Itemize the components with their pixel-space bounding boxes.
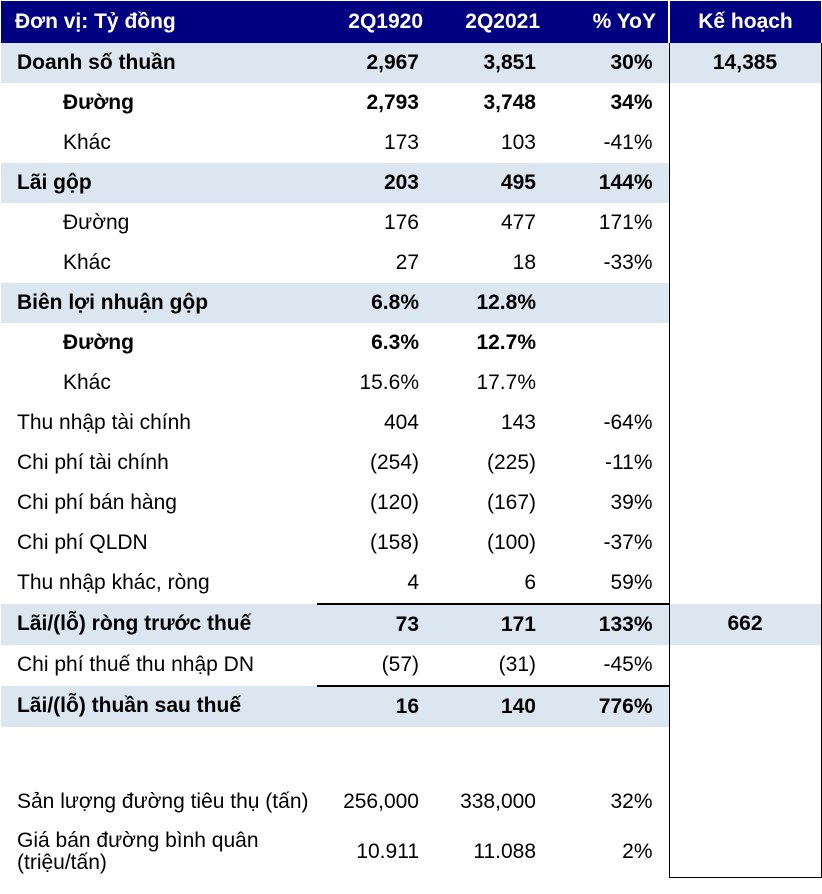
value-2q1920: (120) bbox=[369, 490, 419, 514]
financial-results-table bbox=[1, 1, 822, 878]
value-plan bbox=[669, 777, 821, 827]
value-yoy bbox=[552, 363, 669, 403]
value-2q2021: (31) bbox=[498, 652, 536, 676]
row-label: Đường bbox=[63, 210, 130, 234]
value-2q1920: 6.3% bbox=[371, 330, 419, 354]
value-2q1920: 176 bbox=[383, 210, 419, 234]
row-label: Khác bbox=[63, 130, 111, 154]
row-label: Doanh số thuần bbox=[1, 43, 317, 83]
value-yoy: 144% bbox=[552, 163, 669, 203]
table-row bbox=[1, 43, 821, 83]
value-plan bbox=[669, 443, 821, 483]
table-row bbox=[1, 827, 821, 878]
value-2q1920: 404 bbox=[383, 410, 419, 434]
value-2q2021 bbox=[435, 727, 552, 777]
value-yoy: 2% bbox=[622, 840, 653, 864]
value-2q1920: 16 bbox=[317, 686, 435, 727]
value-2q1920: 10.911 bbox=[356, 840, 419, 864]
value-yoy: 30% bbox=[552, 43, 669, 83]
value-2q2021: (225) bbox=[486, 450, 536, 474]
value-2q2021: 338,000 bbox=[460, 789, 536, 813]
value-2q1920: 27 bbox=[395, 250, 419, 274]
row-label: Chi phí tài chính bbox=[17, 450, 169, 474]
value-2q1920: 256,000 bbox=[343, 789, 419, 813]
header-row bbox=[1, 1, 821, 43]
value-yoy bbox=[552, 283, 669, 323]
value-plan bbox=[669, 403, 821, 443]
value-yoy: 133% bbox=[552, 604, 669, 645]
value-plan: 662 bbox=[669, 604, 821, 645]
value-2q2021: 18 bbox=[512, 250, 536, 274]
value-2q2021: 12.7% bbox=[476, 330, 536, 354]
row-label: Chi phí thuế thu nhập DN bbox=[17, 653, 254, 677]
table-row bbox=[1, 163, 821, 203]
table-row bbox=[1, 323, 821, 363]
value-plan bbox=[669, 203, 821, 243]
row-label: Lãi/(lỗ) ròng trước thuế bbox=[1, 604, 317, 645]
value-2q1920: (57) bbox=[381, 652, 419, 676]
row-label: Chi phí QLDN bbox=[17, 530, 148, 554]
value-plan bbox=[669, 645, 821, 686]
table-row bbox=[1, 283, 821, 323]
row-label: Chi phí bán hàng bbox=[17, 490, 177, 514]
value-2q2021: 17.7% bbox=[476, 370, 536, 394]
value-plan bbox=[669, 163, 821, 203]
value-plan: 14,385 bbox=[669, 43, 821, 83]
table-row bbox=[1, 686, 821, 727]
value-2q1920: 4 bbox=[407, 570, 419, 594]
table-row bbox=[1, 604, 821, 645]
table-row bbox=[1, 563, 821, 604]
table-row bbox=[1, 645, 821, 686]
table-row bbox=[1, 443, 821, 483]
value-2q1920: 15.6% bbox=[359, 370, 419, 394]
value-2q1920: 2,967 bbox=[317, 43, 435, 83]
value-2q2021: 3,851 bbox=[435, 43, 552, 83]
value-2q2021: 143 bbox=[500, 410, 536, 434]
value-plan bbox=[669, 827, 821, 878]
value-2q1920: (254) bbox=[369, 450, 419, 474]
row-label: Đường bbox=[63, 90, 134, 114]
value-yoy: 32% bbox=[610, 789, 653, 813]
value-2q2021: 495 bbox=[435, 163, 552, 203]
value-plan bbox=[669, 563, 821, 604]
value-2q2021: 6 bbox=[524, 570, 536, 594]
row-label: Thu nhập khác, ròng bbox=[17, 571, 210, 595]
value-yoy: 39% bbox=[610, 490, 653, 514]
value-2q1920: 73 bbox=[317, 604, 435, 645]
value-plan bbox=[669, 123, 821, 163]
table-row bbox=[1, 523, 821, 563]
value-2q1920 bbox=[317, 727, 435, 777]
value-yoy: 34% bbox=[610, 90, 653, 114]
value-2q2021: (100) bbox=[486, 530, 536, 554]
value-2q2021: 477 bbox=[500, 210, 536, 234]
value-2q1920: 203 bbox=[317, 163, 435, 203]
row-label: Lãi gộp bbox=[1, 163, 317, 203]
table-row bbox=[1, 403, 821, 443]
table-row bbox=[1, 363, 821, 403]
value-plan bbox=[669, 323, 821, 363]
table-row bbox=[1, 83, 821, 123]
value-2q2021: 3,748 bbox=[483, 90, 536, 114]
value-plan bbox=[669, 83, 821, 123]
row-label: Lãi/(lỗ) thuần sau thuế bbox=[1, 686, 317, 727]
value-2q2021: 171 bbox=[435, 604, 552, 645]
value-2q1920: (158) bbox=[369, 530, 419, 554]
value-plan bbox=[669, 483, 821, 523]
value-2q2021: 140 bbox=[435, 686, 552, 727]
value-yoy: -45% bbox=[603, 652, 653, 676]
row-label bbox=[1, 727, 317, 777]
value-yoy: -41% bbox=[603, 130, 653, 154]
value-yoy: -11% bbox=[605, 450, 653, 474]
value-yoy: -37% bbox=[603, 530, 653, 554]
table-row bbox=[1, 203, 821, 243]
value-2q1920: 173 bbox=[383, 130, 419, 154]
row-label: Khác bbox=[63, 250, 111, 274]
value-plan bbox=[669, 363, 821, 403]
table-row bbox=[1, 123, 821, 163]
table-row bbox=[1, 243, 821, 283]
header-plan: Kế hoạch bbox=[669, 1, 821, 43]
value-plan bbox=[669, 243, 821, 283]
value-yoy bbox=[552, 727, 669, 777]
value-2q2021: 12.8% bbox=[435, 283, 552, 323]
header-2q2021: 2Q2021 bbox=[435, 1, 552, 43]
value-2q1920: 6.8% bbox=[317, 283, 435, 323]
table-row bbox=[1, 483, 821, 523]
value-yoy bbox=[552, 323, 669, 363]
header-2q1920: 2Q1920 bbox=[317, 1, 435, 43]
row-label: Biên lợi nhuận gộp bbox=[1, 283, 317, 323]
table-row-spacer bbox=[1, 727, 821, 777]
value-plan bbox=[669, 686, 821, 727]
row-label: Khác bbox=[63, 370, 111, 394]
value-plan bbox=[669, 283, 821, 323]
value-2q2021: 103 bbox=[500, 130, 536, 154]
value-yoy: 59% bbox=[610, 570, 653, 594]
value-yoy: -33% bbox=[603, 250, 653, 274]
value-yoy: -64% bbox=[603, 410, 653, 434]
value-plan bbox=[669, 523, 821, 563]
header-yoy: % YoY bbox=[552, 1, 669, 43]
header-unit-label: Đơn vị: Tỷ đồng bbox=[1, 1, 317, 43]
row-label: Giá bán đường bình quân (triệu/tấn) bbox=[17, 829, 259, 875]
row-label: Đường bbox=[63, 330, 134, 354]
row-label: Sản lượng đường tiêu thụ (tấn) bbox=[17, 789, 309, 813]
row-label: Thu nhập tài chính bbox=[17, 410, 191, 434]
value-2q2021: 11.088 bbox=[473, 840, 536, 864]
value-plan bbox=[669, 727, 821, 777]
value-2q1920: 2,793 bbox=[366, 90, 419, 114]
value-2q2021: (167) bbox=[486, 490, 536, 514]
value-yoy: 776% bbox=[552, 686, 669, 727]
table-row bbox=[1, 777, 821, 827]
value-yoy: 171% bbox=[598, 210, 653, 234]
